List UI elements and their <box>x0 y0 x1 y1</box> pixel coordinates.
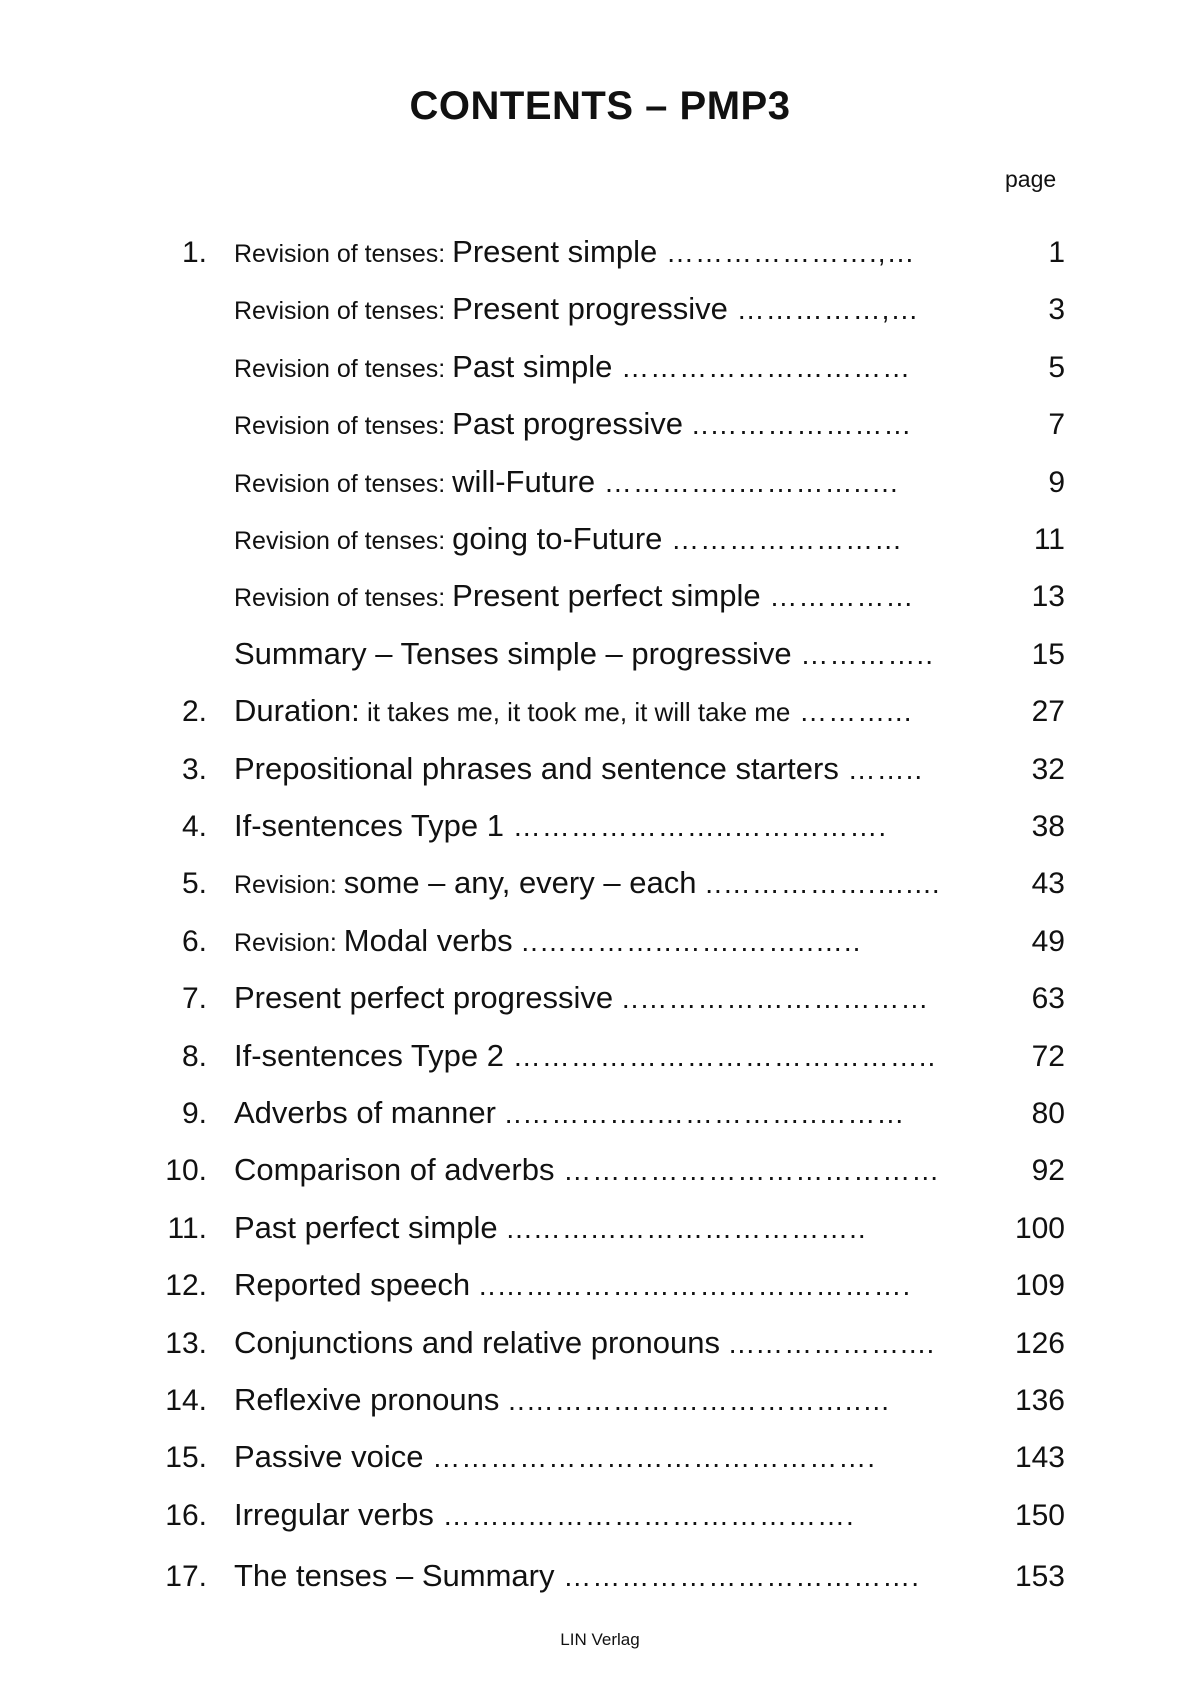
toc-entry <box>0 347 1200 387</box>
entry-main-text: Reflexive pronouns <box>234 1382 500 1417</box>
entry-number: 12. <box>165 1269 207 1303</box>
entry-main-text: Past simple <box>452 348 613 384</box>
toc-entry <box>0 1208 1200 1248</box>
dot-leader: ………………………………………. <box>423 1442 877 1474</box>
entry-main-text: going to-Future <box>452 521 663 556</box>
entry-title <box>234 749 923 795</box>
entry-page-number: 100 <box>1014 1211 1065 1245</box>
dot-leader: ..…………..…….……..….. <box>512 925 862 957</box>
entry-main-text: will-Future <box>452 463 596 499</box>
entry-page-number: 5 <box>1048 350 1065 384</box>
entry-title <box>234 978 929 1024</box>
entry-page-number: 63 <box>1031 982 1065 1016</box>
entry-main-text: Present progressive <box>452 291 728 327</box>
entry-number: 16. <box>165 1498 207 1532</box>
dot-leader: …………………… <box>662 524 904 555</box>
toc-entry <box>0 1556 1200 1596</box>
entry-main-text: Present simple <box>452 234 658 269</box>
entry-prefix: Revision of tenses: <box>234 527 453 555</box>
entry-title <box>234 1265 911 1311</box>
toc-entry <box>0 1093 1200 1133</box>
entry-page-number: 143 <box>1014 1441 1065 1475</box>
entry-page-number: 15 <box>1031 637 1065 671</box>
entry-number: 3. <box>181 752 207 786</box>
entry-number: 14. <box>165 1384 207 1417</box>
entry-title <box>234 1380 891 1426</box>
toc-entry <box>0 749 1200 789</box>
toc-entry <box>0 519 1200 559</box>
dot-leader: …………… <box>760 581 915 613</box>
entry-number: 15. <box>165 1441 207 1475</box>
entry-page-number: 43 <box>1031 867 1065 901</box>
dot-leader: ..……………………………..… <box>499 1385 892 1416</box>
dot-leader: ………………….,… <box>657 237 916 268</box>
entry-title <box>234 462 900 508</box>
toc-entry <box>0 1437 1200 1477</box>
publisher-footer: LIN Verlag <box>560 1630 640 1649</box>
dot-leader: ………………………………. <box>554 1561 921 1593</box>
entry-main-text: some – any, every – each <box>343 865 697 901</box>
entry-prefix: Revision of tenses: <box>234 584 453 613</box>
toc-entry <box>0 1380 1200 1420</box>
entry-title <box>234 519 903 565</box>
entry-title <box>234 404 912 450</box>
entry-page-number: 72 <box>1031 1039 1065 1073</box>
toc-entry <box>0 462 1200 502</box>
entry-page-number: 136 <box>1014 1384 1065 1417</box>
entry-page-number: 150 <box>1014 1498 1065 1532</box>
entry-page-number: 80 <box>1031 1097 1065 1130</box>
page-column-label: page <box>1005 166 1057 192</box>
entry-number: 7. <box>181 982 207 1016</box>
entry-title <box>234 1495 855 1541</box>
dot-leader: ………………………………… <box>554 1155 941 1187</box>
entry-page-number: 27 <box>1031 695 1065 729</box>
entry-page-number: 109 <box>1014 1269 1065 1303</box>
entry-prefix: Revision of tenses: <box>234 297 453 326</box>
entry-title <box>234 634 934 680</box>
dot-leader: …………..…………..… <box>595 466 901 498</box>
entry-main-text: Reported speech <box>234 1267 471 1303</box>
toc-entry <box>0 1150 1200 1190</box>
entry-main-text: Comparison of adverbs <box>234 1152 555 1188</box>
entry-main-text: Present perfect progressive <box>234 980 614 1016</box>
entry-title <box>234 863 941 909</box>
entry-subtext: it takes me, it took me, it will take me <box>359 697 791 728</box>
entry-title <box>234 347 911 393</box>
entry-main-text: Adverbs of manner <box>234 1095 496 1130</box>
dot-leader: ..…………….….... <box>696 868 941 900</box>
entry-number: 4. <box>181 810 207 843</box>
entry-page-number: 3 <box>1048 293 1065 327</box>
dot-leader: ..…………..……………..……… <box>495 1098 906 1129</box>
dot-leader: …………………..……………. <box>503 811 888 842</box>
entry-prefix: Revision of tenses: <box>234 354 453 383</box>
entry-number: 9. <box>181 1097 207 1130</box>
dot-leader: ..………………… <box>683 409 913 441</box>
entry-title <box>234 1036 936 1082</box>
entry-main-text: Modal verbs <box>343 922 513 958</box>
entry-number: 5. <box>181 867 207 901</box>
dot-leader: ………………………… <box>612 351 912 383</box>
toc-entry <box>0 576 1200 616</box>
entry-prefix: Revision: <box>234 928 344 957</box>
entry-page-number: 9 <box>1048 465 1065 499</box>
toc-entry <box>0 1265 1200 1305</box>
entry-main-text: Duration: <box>234 693 360 729</box>
dot-leader: ……………,… <box>727 294 920 326</box>
toc-entry <box>0 863 1200 903</box>
entry-main-text: The tenses – Summary <box>234 1558 555 1594</box>
entry-title <box>234 576 914 622</box>
entry-prefix: Revision: <box>234 871 344 900</box>
toc-entry <box>0 404 1200 444</box>
entry-prefix: Revision of tenses: <box>234 469 453 498</box>
dot-leader: ...……...…………………….. <box>497 1212 867 1244</box>
entry-main-text: Irregular verbs <box>234 1496 434 1532</box>
entry-prefix: Revision of tenses: <box>234 412 453 441</box>
toc-entry <box>0 806 1200 846</box>
entry-title <box>234 921 861 967</box>
entry-title <box>234 806 887 852</box>
entry-title <box>234 1556 920 1602</box>
entry-number: 2. <box>181 695 207 729</box>
entry-page-number: 126 <box>1014 1326 1065 1360</box>
entry-number: 10. <box>165 1154 207 1188</box>
entry-page-number: 11 <box>1033 523 1065 556</box>
entry-title <box>234 691 913 737</box>
entry-page-number: 92 <box>1031 1154 1065 1188</box>
entry-number: 8. <box>181 1039 207 1073</box>
toc-entry <box>0 978 1200 1018</box>
toc-entry <box>0 1495 1200 1535</box>
entry-main-text: Passive voice <box>234 1439 424 1475</box>
dot-leader: …….. <box>838 753 924 785</box>
entry-page-number: 13 <box>1031 580 1065 614</box>
entry-main-text: Present perfect simple <box>452 578 761 614</box>
toc-entry <box>0 1323 1200 1363</box>
entry-main-text: Past perfect simple <box>234 1209 498 1245</box>
dot-leader: ………….. <box>791 638 934 670</box>
dot-leader: ………... <box>790 696 913 728</box>
entry-page-number: 38 <box>1031 810 1065 843</box>
entry-number: 1. <box>181 236 207 269</box>
entry-page-number: 32 <box>1031 752 1065 786</box>
entry-title <box>234 1437 876 1483</box>
dot-leader: ...…………….... <box>719 1327 936 1359</box>
entry-main-text: If-sentences Type 2 <box>234 1037 504 1073</box>
dot-leader: …………………………………….. <box>503 1040 937 1072</box>
entry-title <box>234 1208 867 1254</box>
dot-leader: ..……………………………………. <box>470 1270 912 1302</box>
entry-main-text: Past progressive <box>452 406 684 442</box>
entry-page-number: 1 <box>1048 236 1065 269</box>
entry-number: 17. <box>165 1560 207 1594</box>
toc-entry <box>0 921 1200 961</box>
entry-main-text: Summary – Tenses simple – progressive <box>234 635 792 671</box>
toc-entry <box>0 691 1200 731</box>
entry-number: 11. <box>167 1211 207 1245</box>
entry-number: 13. <box>165 1326 207 1360</box>
toc-entry <box>0 232 1200 272</box>
entry-number: 6. <box>181 924 207 958</box>
entry-title <box>234 1150 940 1196</box>
entry-page-number: 153 <box>1014 1560 1065 1594</box>
toc-entry <box>0 1036 1200 1076</box>
entry-title <box>234 1323 935 1369</box>
entry-title <box>234 289 919 335</box>
entry-main-text: If-sentences Type 1 <box>234 808 504 843</box>
entry-page-number: 7 <box>1048 408 1065 442</box>
toc-entry <box>0 634 1200 674</box>
entry-main-text: Prepositional phrases and sentence starters <box>234 750 839 786</box>
entry-title <box>234 1093 905 1139</box>
entry-prefix: Revision of tenses: <box>234 240 453 268</box>
page-title: CONTENTS – PMP3 <box>409 84 791 128</box>
entry-page-number: 49 <box>1031 924 1065 958</box>
entry-title <box>234 232 916 278</box>
toc-entry <box>0 289 1200 329</box>
dot-leader: ……...……………………………. <box>433 1499 855 1531</box>
entry-main-text: Conjunctions and relative pronouns <box>234 1324 720 1360</box>
dot-leader: ..………………………… <box>613 983 930 1015</box>
